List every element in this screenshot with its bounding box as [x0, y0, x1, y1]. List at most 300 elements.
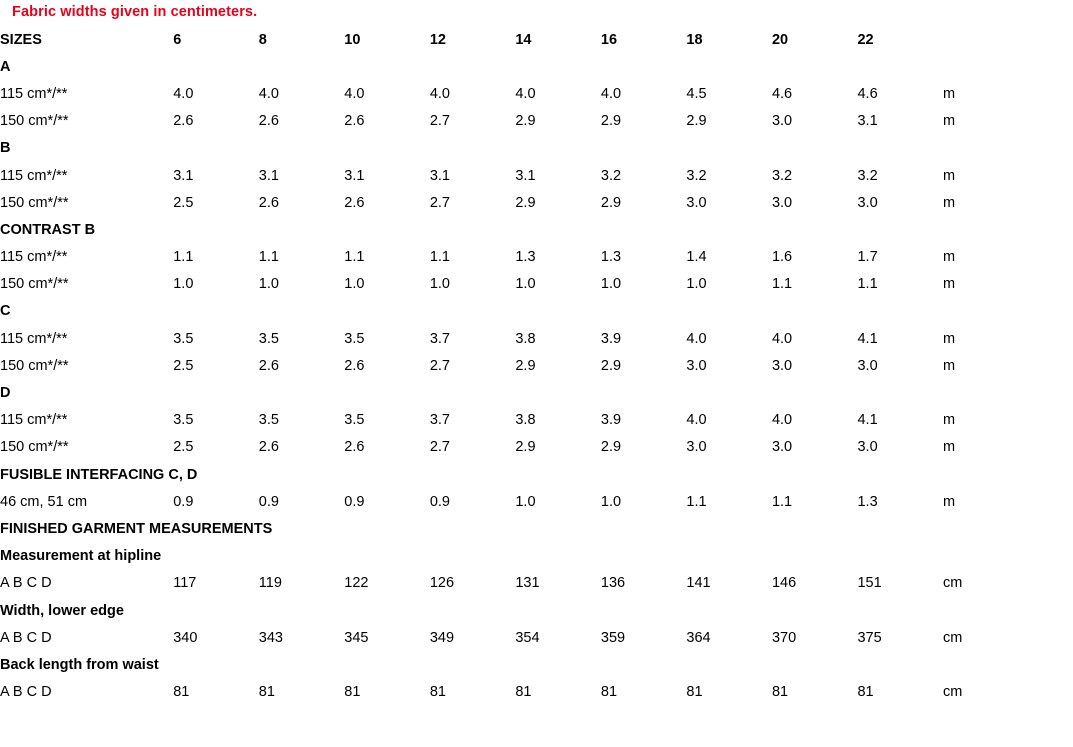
- row-label: Width, lower edge: [0, 602, 124, 619]
- cell-size-4: [515, 135, 601, 162]
- row-label: 150 cm*/**: [0, 194, 69, 211]
- cell-size-3: [430, 216, 516, 243]
- row-label: A B C D: [0, 575, 52, 592]
- row-label: SIZES: [0, 31, 42, 48]
- cell-size-2: 4.0: [344, 85, 365, 102]
- cell-size-4: 3.8: [515, 330, 536, 347]
- cell-size-6: 3.0: [686, 439, 707, 456]
- cell-size-1: 81: [258, 684, 275, 701]
- cell-size-8: 81: [857, 684, 874, 701]
- cell-size-7: 370: [771, 629, 797, 646]
- cell-size-4: [515, 597, 601, 624]
- cell-size-7: [772, 461, 858, 488]
- cell-size-7: 146: [771, 575, 797, 592]
- table-row: [0, 515, 1073, 542]
- row-unit: m: [943, 194, 956, 211]
- row-unit: m: [943, 167, 956, 184]
- cell-size-4: [515, 515, 601, 542]
- cell-size-3: [430, 135, 516, 162]
- cell-size-3: 1.0: [429, 276, 450, 293]
- cell-size-2: [344, 515, 430, 542]
- table-row: [0, 26, 1073, 53]
- cell-size-4: [515, 651, 601, 678]
- cell-size-0: [173, 651, 259, 678]
- table-row: [0, 135, 1073, 162]
- cell-size-8: [857, 597, 943, 624]
- row-label: D: [0, 385, 11, 402]
- cell-size-3: 81: [429, 684, 446, 701]
- cell-size-3: 2.7: [429, 357, 450, 374]
- cell-size-0: 2.6: [173, 113, 194, 130]
- table-row: [0, 434, 1073, 461]
- cell-size-8: 1.7: [857, 249, 878, 266]
- table-row: [0, 570, 1073, 597]
- cell-size-3: 0.9: [429, 493, 450, 510]
- cell-size-5: 1.0: [600, 276, 622, 293]
- cell-size-8: [857, 515, 943, 542]
- row-label: 115 cm*/**: [0, 330, 68, 347]
- row-label: 150 cm*/**: [0, 357, 69, 374]
- cell-size-2: 10: [344, 31, 361, 48]
- table-row: [0, 679, 1073, 706]
- cell-size-6: [686, 461, 772, 488]
- cell-size-2: 122: [344, 575, 369, 592]
- cell-size-1: 2.6: [258, 194, 279, 211]
- cell-size-3: 349: [429, 629, 455, 646]
- cell-size-0: 3.5: [173, 412, 194, 429]
- table-row: [0, 597, 1073, 624]
- cell-size-2: 3.1: [344, 167, 365, 184]
- cell-size-5: 1.3: [600, 249, 622, 266]
- cell-size-0: 117: [173, 575, 197, 592]
- cell-size-6: [686, 515, 772, 542]
- cell-size-4: 2.9: [515, 439, 536, 456]
- cell-size-6: 1.1: [686, 493, 707, 510]
- cell-size-8: [857, 135, 943, 162]
- cell-size-7: [772, 379, 858, 406]
- cell-size-2: [344, 216, 430, 243]
- cell-size-4: 2.9: [515, 357, 536, 374]
- table-row: [0, 407, 1073, 434]
- cell-size-1: 0.9: [258, 493, 279, 510]
- cell-size-0: 3.1: [173, 167, 194, 184]
- cell-size-7: 1.1: [771, 493, 793, 510]
- cell-size-1: 4.0: [258, 85, 279, 102]
- row-unit: [943, 379, 1073, 406]
- cell-size-6: 1.4: [686, 249, 707, 266]
- cell-size-3: 12: [429, 31, 446, 48]
- row-label: 150 cm*/**: [0, 113, 69, 130]
- cell-size-8: 3.0: [857, 194, 878, 211]
- cell-size-0: [173, 379, 259, 406]
- row-unit: m: [943, 412, 956, 429]
- cell-size-2: 2.6: [344, 439, 365, 456]
- row-label: 115 cm*/**: [0, 412, 68, 429]
- cell-size-3: [430, 651, 516, 678]
- cell-size-0: 0.9: [173, 493, 194, 510]
- cell-size-0: 6: [173, 31, 182, 48]
- row-unit: [943, 135, 1073, 162]
- cell-size-6: 3.0: [686, 194, 707, 211]
- cell-size-3: [430, 515, 516, 542]
- cell-size-1: 2.6: [258, 357, 279, 374]
- cell-size-4: 3.1: [515, 167, 536, 184]
- cell-size-0: [173, 597, 259, 624]
- cell-size-4: [515, 53, 601, 80]
- cell-size-6: 4.5: [686, 85, 707, 102]
- cell-size-8: [857, 379, 943, 406]
- cell-size-5: [601, 461, 687, 488]
- cell-size-6: 1.0: [686, 276, 707, 293]
- cell-size-0: 2.5: [173, 194, 194, 211]
- row-unit: cm: [943, 629, 963, 646]
- row-label: A B C D: [0, 629, 52, 646]
- cell-size-2: [344, 53, 430, 80]
- cell-size-5: 3.9: [600, 330, 622, 347]
- cell-size-6: 4.0: [686, 412, 707, 429]
- row-unit: [943, 216, 1073, 243]
- cell-size-1: [259, 216, 345, 243]
- cell-size-4: [515, 216, 601, 243]
- cell-size-3: 3.7: [429, 412, 450, 429]
- cell-size-1: 3.5: [258, 412, 279, 429]
- cell-size-7: 1.1: [771, 276, 793, 293]
- cell-size-4: 1.0: [515, 493, 536, 510]
- cell-size-2: 2.6: [344, 357, 365, 374]
- cell-size-7: [772, 651, 858, 678]
- cell-size-6: 4.0: [686, 330, 707, 347]
- cell-size-1: 1.0: [258, 276, 279, 293]
- table-row: [0, 488, 1073, 515]
- cell-size-8: 4.1: [857, 412, 878, 429]
- cell-size-3: 1.1: [429, 249, 450, 266]
- cell-size-7: [772, 298, 858, 325]
- cell-size-3: [430, 298, 516, 325]
- table-row: [0, 53, 1073, 80]
- cell-size-7: 3.2: [771, 167, 793, 184]
- cell-size-8: [857, 651, 943, 678]
- table-row: [0, 80, 1073, 107]
- cell-size-0: 1.0: [173, 276, 194, 293]
- cell-size-6: 141: [686, 575, 711, 592]
- cell-size-4: 131: [515, 575, 540, 592]
- cell-size-5: [601, 379, 687, 406]
- cell-size-7: 3.0: [771, 439, 793, 456]
- cell-size-2: 0.9: [344, 493, 365, 510]
- cell-size-8: 3.2: [857, 167, 878, 184]
- cell-size-2: [344, 135, 430, 162]
- cell-size-5: 81: [600, 684, 618, 701]
- table-row: [0, 461, 1073, 488]
- row-unit: m: [943, 113, 956, 130]
- table-row: [0, 189, 1073, 216]
- cell-size-4: 1.3: [515, 249, 536, 266]
- cell-size-6: [686, 216, 772, 243]
- row-unit: m: [943, 276, 956, 293]
- cell-size-1: 343: [258, 629, 283, 646]
- table-row: [0, 162, 1073, 189]
- cell-size-4: [515, 379, 601, 406]
- cell-size-8: 375: [857, 629, 882, 646]
- cell-size-4: 2.9: [515, 113, 536, 130]
- row-label: B: [0, 140, 11, 157]
- row-unit: cm: [943, 684, 963, 701]
- cell-size-3: [430, 53, 516, 80]
- cell-size-6: [686, 135, 772, 162]
- row-unit: [943, 651, 1073, 678]
- cell-size-8: 151: [857, 575, 882, 592]
- cell-size-3: [430, 543, 516, 570]
- row-unit: [943, 543, 1073, 570]
- cell-size-1: [259, 597, 345, 624]
- table-row: [0, 108, 1073, 135]
- cell-size-6: [686, 597, 772, 624]
- row-label: Measurement at hipline: [0, 548, 162, 565]
- cell-size-4: 3.8: [515, 412, 536, 429]
- cell-size-6: 364: [686, 629, 711, 646]
- cell-size-0: [173, 216, 259, 243]
- row-unit: m: [943, 493, 956, 510]
- cell-size-2: [344, 379, 430, 406]
- cell-size-0: 340: [173, 629, 198, 646]
- cell-size-0: 1.1: [173, 249, 194, 266]
- cell-size-8: [857, 53, 943, 80]
- table-row: [0, 352, 1073, 379]
- cell-size-6: 18: [686, 31, 703, 48]
- fabric-width-notice: Fabric widths given in centimeters.: [12, 4, 258, 20]
- cell-size-1: 3.5: [258, 330, 279, 347]
- cell-size-0: 3.5: [173, 330, 194, 347]
- cell-size-1: 119: [258, 575, 282, 592]
- row-unit: [943, 26, 1073, 53]
- cell-size-4: 2.9: [515, 194, 536, 211]
- cell-size-7: 3.0: [771, 113, 793, 130]
- table-row: [0, 624, 1073, 651]
- cell-size-3: 126: [429, 575, 455, 592]
- cell-size-3: 2.7: [429, 439, 450, 456]
- cell-size-6: 81: [686, 684, 703, 701]
- cell-size-2: [344, 298, 430, 325]
- cell-size-3: 3.1: [429, 167, 450, 184]
- cell-size-7: 1.6: [771, 249, 793, 266]
- cell-size-2: [344, 543, 430, 570]
- cell-size-3: [430, 461, 516, 488]
- cell-size-1: [259, 53, 345, 80]
- cell-size-1: [259, 298, 345, 325]
- cell-size-0: 81: [173, 684, 190, 701]
- cell-size-8: [857, 543, 943, 570]
- cell-size-2: 2.6: [344, 194, 365, 211]
- row-unit: cm: [943, 575, 963, 592]
- cell-size-3: [430, 597, 516, 624]
- cell-size-5: 2.9: [600, 357, 622, 374]
- cell-size-8: [857, 216, 943, 243]
- cell-size-7: 4.0: [771, 412, 793, 429]
- row-unit: m: [943, 439, 956, 456]
- cell-size-2: 81: [344, 684, 361, 701]
- cell-size-0: [173, 298, 259, 325]
- cell-size-6: [686, 53, 772, 80]
- row-label: A: [0, 58, 11, 75]
- cell-size-7: [772, 53, 858, 80]
- row-unit: [943, 461, 1073, 488]
- cell-size-5: [601, 298, 687, 325]
- row-unit: [943, 298, 1073, 325]
- row-label: FINISHED GARMENT MEASUREMENTS: [0, 520, 273, 537]
- cell-size-7: [772, 597, 858, 624]
- row-unit: [943, 515, 1073, 542]
- cell-size-4: [515, 543, 601, 570]
- table-row: [0, 298, 1073, 325]
- row-unit: [943, 53, 1073, 80]
- cell-size-1: 3.1: [258, 167, 279, 184]
- table-row: [0, 651, 1073, 678]
- cell-size-6: [686, 298, 772, 325]
- cell-size-7: [772, 135, 858, 162]
- row-unit: m: [943, 357, 956, 374]
- cell-size-4: 4.0: [515, 85, 536, 102]
- cell-size-7: [772, 543, 858, 570]
- cell-size-2: [344, 651, 430, 678]
- cell-size-8: 1.1: [857, 276, 878, 293]
- row-label: 150 cm*/**: [0, 276, 69, 293]
- cell-size-1: 2.6: [258, 439, 279, 456]
- row-label: CONTRAST B: [0, 221, 96, 238]
- cell-size-1: 1.1: [258, 249, 279, 266]
- cell-size-4: 1.0: [515, 276, 536, 293]
- cell-size-0: 4.0: [173, 85, 194, 102]
- row-label: FUSIBLE INTERFACING C, D: [0, 466, 198, 483]
- cell-size-0: [173, 543, 259, 570]
- cell-size-8: 4.1: [857, 330, 878, 347]
- cell-size-7: [772, 515, 858, 542]
- cell-size-5: [601, 216, 687, 243]
- table-row: [0, 244, 1073, 271]
- cell-size-5: 4.0: [600, 85, 622, 102]
- cell-size-2: 2.6: [344, 113, 365, 130]
- cell-size-8: 3.0: [857, 439, 878, 456]
- cell-size-6: [686, 379, 772, 406]
- cell-size-0: [173, 135, 259, 162]
- cell-size-6: [686, 651, 772, 678]
- cell-size-3: 2.7: [429, 113, 450, 130]
- cell-size-2: 3.5: [344, 412, 365, 429]
- cell-size-1: [259, 135, 345, 162]
- cell-size-4: [515, 461, 601, 488]
- cell-size-5: 3.2: [600, 167, 622, 184]
- cell-size-2: 3.5: [344, 330, 365, 347]
- cell-size-8: 1.3: [857, 493, 878, 510]
- cell-size-1: [259, 461, 345, 488]
- cell-size-5: [601, 543, 687, 570]
- row-label: 115 cm*/**: [0, 249, 68, 266]
- cell-size-0: 2.5: [173, 439, 194, 456]
- cell-size-7: 3.0: [771, 357, 793, 374]
- table-row: [0, 379, 1073, 406]
- table-row: [0, 543, 1073, 570]
- row-unit: [943, 597, 1073, 624]
- cell-size-5: 3.9: [600, 412, 622, 429]
- row-label: 46 cm, 51 cm: [0, 493, 88, 510]
- cell-size-5: [601, 651, 687, 678]
- row-label: 150 cm*/**: [0, 439, 69, 456]
- cell-size-2: 345: [344, 629, 369, 646]
- cell-size-2: 1.0: [344, 276, 365, 293]
- cell-size-7: 4.0: [771, 330, 793, 347]
- row-label: C: [0, 303, 11, 320]
- cell-size-7: 81: [771, 684, 789, 701]
- cell-size-5: 16: [600, 31, 618, 48]
- table-row: [0, 271, 1073, 298]
- fabric-requirements-table: [0, 26, 1073, 706]
- cell-size-4: 354: [515, 629, 540, 646]
- cell-size-3: 3.7: [429, 330, 450, 347]
- cell-size-8: 3.0: [857, 357, 878, 374]
- cell-size-7: 4.6: [771, 85, 793, 102]
- cell-size-5: [601, 515, 687, 542]
- cell-size-8: 22: [857, 31, 874, 48]
- cell-size-6: [686, 543, 772, 570]
- cell-size-8: [857, 461, 943, 488]
- table-body: [0, 26, 1073, 706]
- row-unit: m: [943, 330, 956, 347]
- cell-size-2: 1.1: [344, 249, 365, 266]
- cell-size-6: 3.0: [686, 357, 707, 374]
- row-unit: m: [943, 249, 956, 266]
- cell-size-5: 2.9: [600, 113, 622, 130]
- cell-size-8: [857, 298, 943, 325]
- cell-size-5: 136: [600, 575, 626, 592]
- cell-size-8: 4.6: [857, 85, 878, 102]
- cell-size-1: [259, 651, 345, 678]
- cell-size-5: [601, 53, 687, 80]
- cell-size-5: 2.9: [600, 439, 622, 456]
- cell-size-6: 3.2: [686, 167, 707, 184]
- cell-size-1: 2.6: [258, 113, 279, 130]
- cell-size-8: 3.1: [857, 113, 878, 130]
- row-label: 115 cm*/**: [0, 167, 68, 184]
- cell-size-7: [772, 216, 858, 243]
- row-unit: m: [943, 85, 956, 102]
- cell-size-1: [259, 379, 345, 406]
- cell-size-3: 2.7: [429, 194, 450, 211]
- cell-size-1: 8: [258, 31, 267, 48]
- row-label: Back length from waist: [0, 656, 159, 673]
- cell-size-5: 2.9: [600, 194, 622, 211]
- cell-size-7: 20: [771, 31, 789, 48]
- cell-size-6: 2.9: [686, 113, 707, 130]
- row-label: A B C D: [0, 684, 52, 701]
- cell-size-2: [344, 597, 430, 624]
- table-row: [0, 216, 1073, 243]
- row-label: 115 cm*/**: [0, 85, 68, 102]
- cell-size-5: 1.0: [600, 493, 622, 510]
- cell-size-1: [259, 543, 345, 570]
- cell-size-0: [173, 53, 259, 80]
- cell-size-5: 359: [600, 629, 626, 646]
- cell-size-2: [344, 461, 430, 488]
- cell-size-4: [515, 298, 601, 325]
- cell-size-4: 81: [515, 684, 532, 701]
- cell-size-5: [601, 135, 687, 162]
- cell-size-3: 4.0: [429, 85, 450, 102]
- cell-size-3: [430, 379, 516, 406]
- cell-size-5: [601, 597, 687, 624]
- cell-size-0: 2.5: [173, 357, 194, 374]
- table-row: [0, 325, 1073, 352]
- cell-size-4: 14: [515, 31, 532, 48]
- cell-size-7: 3.0: [771, 194, 793, 211]
